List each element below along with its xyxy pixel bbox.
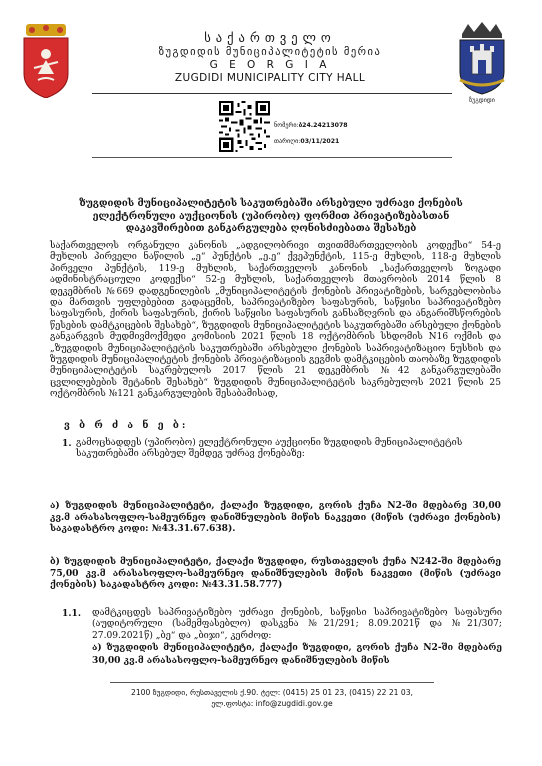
zugdidi-coat-of-arms-icon — [452, 22, 512, 104]
item-1-1 — [62, 608, 502, 667]
footer-email: ელ.ფოსტა: info@zugdidi.gov.ge — [211, 699, 333, 708]
city-hall-name-en: ZUGDIDI MUNICIPALITY CITY HALL — [174, 72, 366, 84]
item-1-1-number: 1.1. — [62, 608, 81, 619]
zugdidi-label: ზუგდიდი — [469, 97, 495, 104]
legal-basis-paragraph: საქართველოს ორგანული კანონის „ადგილობრივი თვითმმართველობის კოდექსი“ 54-ე მუხლის პირველი ნაწილის „ე“ პუნქტის „ე.ე“ ქვეპუნქტის, 115-ე მუხლის, 118-ე მუხლის პირველი პუნქტის, 119-ე მუხლის, საქართველოს კანონის „საქართველოს ზოგადი ადმინისტრაციული კოდექსი“ 52-ე მუხლის, საქართველოს მთავრობის 2014 წლის 8 დეკემბრის №669 დადგენილების „მუნიციპალიტეტის ქონების პრივატიზების, სარგებლობისა და მართვის უფლებებით გადაცემის, საპრივატიზებო საფასურის, საწყისი საპრივატიზებო საფასურის, ქირის საფასურის, ქირის საწყისი საფასურის განსაზღვრის და ანგარიშსწორების წესების დამტკიცების შესახებ“, ზუგდიდის მუნიციპალიტეტის საკუთრებაში არსებული ქონების განკარგვის მუდმივმოქმედი კომისიის 2021 წლის 18 ოქტომბრის სხდომის N16 ოქმის და „ზუგდიდის მუნიციპალიტეტის საკუთრებაში არსებული ქონების საპრივატიზაციო ნუსხის და ზუგდიდის მუნიციპალიტეტის ქონების პრივატიზაციის გეგმის დამტკიცების თაობაზე ზუგდიდის მუნიციპალიტეტის საკრებულოს 2017 წლის 21 დეკემბრის №42 განკარგულებაში ცვლილებების შეტანის შესახებ“ ზუგდიდის მუნიციპალიტეტის საკრებულოს 2021 წლის 25 ოქტომბრის №121 განკარგულების შესაბამისად, — [50, 241, 501, 400]
registry-info — [274, 118, 348, 150]
item-1-1-property-a: ა) ზუგდიდის მუნიციპალიტეტი, ქალაქი ზუგდიდი, გორის ქუჩა N2-ში მდებარე 30,00 კვ.მ არასასოფლო-სამეურნეო დანიშნულების მიწის — [92, 642, 502, 666]
document-title: ზუგდიდის მუნიციპალიტეტის საკუთრებაში არსებული უძრავი ქონების ელექტრონული აუქციონის (უპირობო) ფორმით პრივატიზებასთან დაკავშირებით განკარგულება ღონისძიებათა შესახებ — [79, 198, 463, 235]
registry-date-label: თარიღი: — [274, 138, 301, 145]
property-a: ა) ზუგდიდის მუნიციპალიტეტი, ქალაქი ზუგდიდი, გორის ქუჩა N2-ში მდებარე 30,00 კვ.მ არასასოფლო-სამეურნეო დანიშნულების მიწის ნაკვეთი (მიწის (უძრავი ქონების) საკადასტრო კოდი: №43.31.67.638). — [50, 500, 501, 535]
decree-heading: ვ ბ რ ძ ა ნ ე ბ: — [64, 420, 189, 431]
qr-code-icon — [219, 101, 270, 152]
registry-number-label: ნომერი: — [274, 122, 299, 129]
footer-address: 2100 ზუგდიდი, რუსთაველის ქ.90. ტელ: (0415) 25 01 23, (0415) 22 21 03, — [131, 688, 413, 697]
item-1-1-text: დამტკიცდეს საპრივატიზებო უძრავი ქონების, საწყისი საპრივატიზებო საფასური (აუდიტორული (სამემფასებლო) დასკვნა №21/291; 8.09.2021წ და №21/307; 27.09.2021წ) „ბე“ და „ბიჯი“, კერძოდ: — [92, 608, 502, 641]
registry-divider — [92, 157, 452, 158]
city-hall-name-ka: ზუგდიდის მუნიციპალიტეტის მერია — [158, 46, 382, 58]
item-1-number: 1. — [62, 438, 72, 449]
footer — [110, 687, 434, 709]
property-b: ბ) ზუგდიდის მუნიციპალიტეტი, ქალაქი ზუგდიდი, რუსთაველის ქუჩა N242-ში მდებარე 75,00 კვ.მ არასასოფლო-სამეურნეო დანიშნულების მიწის ნაკვეთი (მიწის (უძრავი ქონების) საკადასტრო კოდი: №43.31.58.777) — [50, 556, 501, 591]
georgia-coat-of-arms-icon — [20, 24, 72, 98]
item-1 — [62, 438, 500, 461]
registry-date: 03/11/2021 — [300, 138, 340, 145]
registry-number: ბ24.24213078 — [298, 122, 348, 129]
country-name-en: G E O R G I A — [209, 59, 331, 71]
footer-divider — [110, 682, 434, 683]
letterhead — [90, 30, 450, 85]
header-divider — [92, 93, 452, 94]
country-name-ka: საქართველო — [204, 30, 336, 45]
item-1-text: გამოცხადდეს (უპირობო) ელექტრონული აუქციონი ზუგდიდის მუნიციპალიტეტის საკუთრებაში არსებულ შემდეგ უძრავ ქონებაზე: — [76, 438, 463, 460]
